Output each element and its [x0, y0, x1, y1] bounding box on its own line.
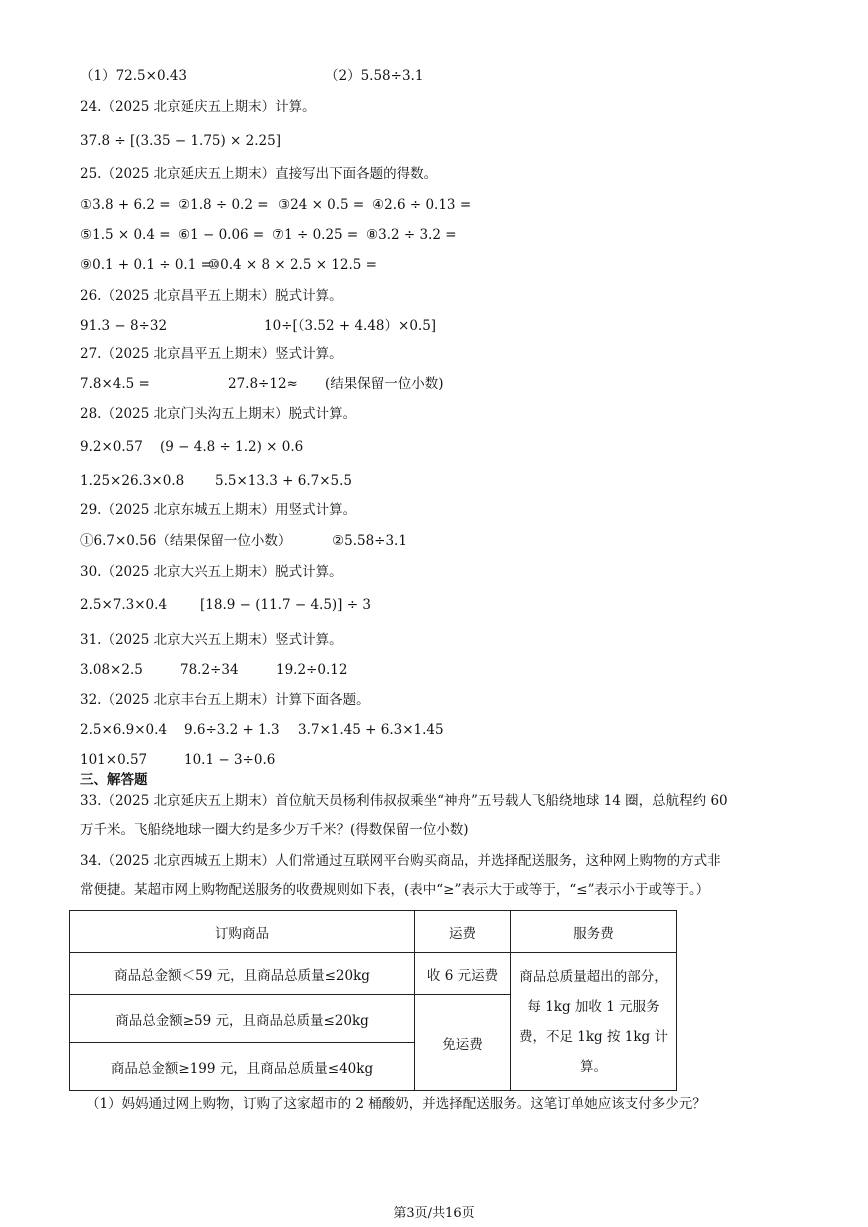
- text-line: 91.3 − 8÷32: [80, 318, 168, 334]
- text-line: ⑩0.4 × 8 × 2.5 × 12.5 =: [208, 257, 377, 273]
- text-line: 78.2÷34: [180, 662, 239, 678]
- text-line: ④2.6 ÷ 0.13 =: [372, 197, 472, 213]
- text-line: (结果保留一位小数): [325, 376, 444, 392]
- text-line: ⑦1 ÷ 0.25 =: [272, 227, 359, 243]
- row-1-goods: 商品总金额＜59 元，且商品总质量≤20kg: [70, 953, 415, 995]
- text-line: ⑨0.1 + 0.1 ÷ 0.1 =: [80, 257, 212, 273]
- row-2-3-freight: 免运费: [415, 995, 511, 1091]
- text-line: 26.（2025 北京昌平五上期末）脱式计算。: [80, 288, 343, 304]
- text-line: 24.（2025 北京延庆五上期末）计算。: [80, 99, 316, 115]
- text-line: 1.25×26.3×0.8: [80, 473, 185, 489]
- text-line: ⑥1 − 0.06 =: [178, 227, 265, 243]
- row-3-goods: 商品总金额≥199 元，且商品总质量≤40kg: [70, 1043, 415, 1091]
- text-line: 7.8×4.5 =: [80, 376, 150, 392]
- text-line: 30.（2025 北京大兴五上期末）脱式计算。: [80, 564, 343, 580]
- text-line: 101×0.57: [80, 752, 148, 768]
- text-line: 2.5×7.3×0.4: [80, 597, 168, 613]
- text-line: 9.6÷3.2 + 1.3: [184, 722, 280, 738]
- text-line: ⑤1.5 × 0.4 =: [80, 227, 171, 243]
- text-line: ①3.8 + 6.2 =: [80, 197, 171, 213]
- text-line: [18.9 − (11.7 − 4.5)] ÷ 3: [200, 597, 371, 613]
- service-fee-note: 商品总质量超出的部分，每 1kg 加收 1 元服务费，不足 1kg 按 1kg 计算。: [511, 953, 677, 1091]
- text-line: 10.1 − 3÷0.6: [184, 752, 276, 768]
- text-line: 25.（2025 北京延庆五上期末）直接写出下面各题的得数。: [80, 166, 438, 182]
- text-line: ①6.7×0.56（结果保留一位小数）: [80, 533, 292, 549]
- page-footer: 第3页/共16页: [393, 1206, 475, 1221]
- text-line: 32.（2025 北京丰台五上期末）计算下面各题。: [80, 692, 370, 708]
- text-line: 9.2×0.57: [80, 439, 143, 455]
- text-line: 29.（2025 北京东城五上期末）用竖式计算。: [80, 502, 357, 518]
- row-2-goods: 商品总金额≥59 元，且商品总质量≤20kg: [70, 995, 415, 1043]
- text-line: 19.2÷0.12: [276, 662, 348, 678]
- text-line: （1）72.5×0.43: [80, 68, 188, 84]
- text-line: ③24 × 0.5 =: [278, 197, 365, 213]
- text-line: ②1.8 ÷ 0.2 =: [178, 197, 269, 213]
- delivery-fee-table: [69, 910, 677, 1091]
- text-line: 10÷[（3.52 + 4.48）×0.5]: [264, 318, 437, 334]
- text-line: 2.5×6.9×0.4: [80, 722, 168, 738]
- text-line: ⑧3.2 ÷ 3.2 =: [366, 227, 457, 243]
- text-line: 5.5×13.3 + 6.7×5.5: [215, 473, 352, 489]
- text-line: 3.7×1.45 + 6.3×1.45: [298, 722, 444, 738]
- text-line: 27.8÷12≈: [228, 376, 298, 392]
- text-line: 万千米。飞船绕地球一圈大约是多少万千米？(得数保留一位小数): [80, 822, 469, 838]
- text-line: （2）5.58÷3.1: [325, 68, 424, 84]
- text-line: 37.8 ÷ [(3.35 − 1.75) × 2.25]: [80, 133, 281, 149]
- text-line: 常便捷。某超市网上购物配送服务的收费规则如下表，(表中“≥”表示大于或等于，“≤”表示小于或等于。）: [80, 882, 710, 898]
- text-line: 27.（2025 北京昌平五上期末）竖式计算。: [80, 346, 343, 362]
- text-line: 3.08×2.5: [80, 662, 143, 678]
- text-line: 34.（2025 北京西城五上期末）人们常通过互联网平台购买商品，并选择配送服务，这种网上购物的方式非: [80, 853, 721, 869]
- text-line: 三、解答题: [80, 772, 148, 788]
- row-1-freight: 收 6 元运费: [415, 953, 511, 995]
- text-line: 33.（2025 北京延庆五上期末）首位航天员杨利伟叔叔乘坐“神舟”五号载人飞船绕地球 14 圈，总航程约 60: [80, 793, 728, 809]
- header-goods: 订购商品: [70, 911, 415, 953]
- header-service: 服务费: [511, 911, 677, 953]
- text-line: ②5.58÷3.1: [332, 533, 407, 549]
- text-line: (9 − 4.8 ÷ 1.2) × 0.6: [160, 439, 304, 455]
- header-freight: 运费: [415, 911, 511, 953]
- text-line: （1）妈妈通过网上购物，订购了这家超市的 2 桶酸奶，并选择配送服务。这笔订单她应该支付多少元？: [86, 1096, 706, 1112]
- text-line: 31.（2025 北京大兴五上期末）竖式计算。: [80, 632, 343, 648]
- text-line: 28.（2025 北京门头沟五上期末）脱式计算。: [80, 406, 357, 422]
